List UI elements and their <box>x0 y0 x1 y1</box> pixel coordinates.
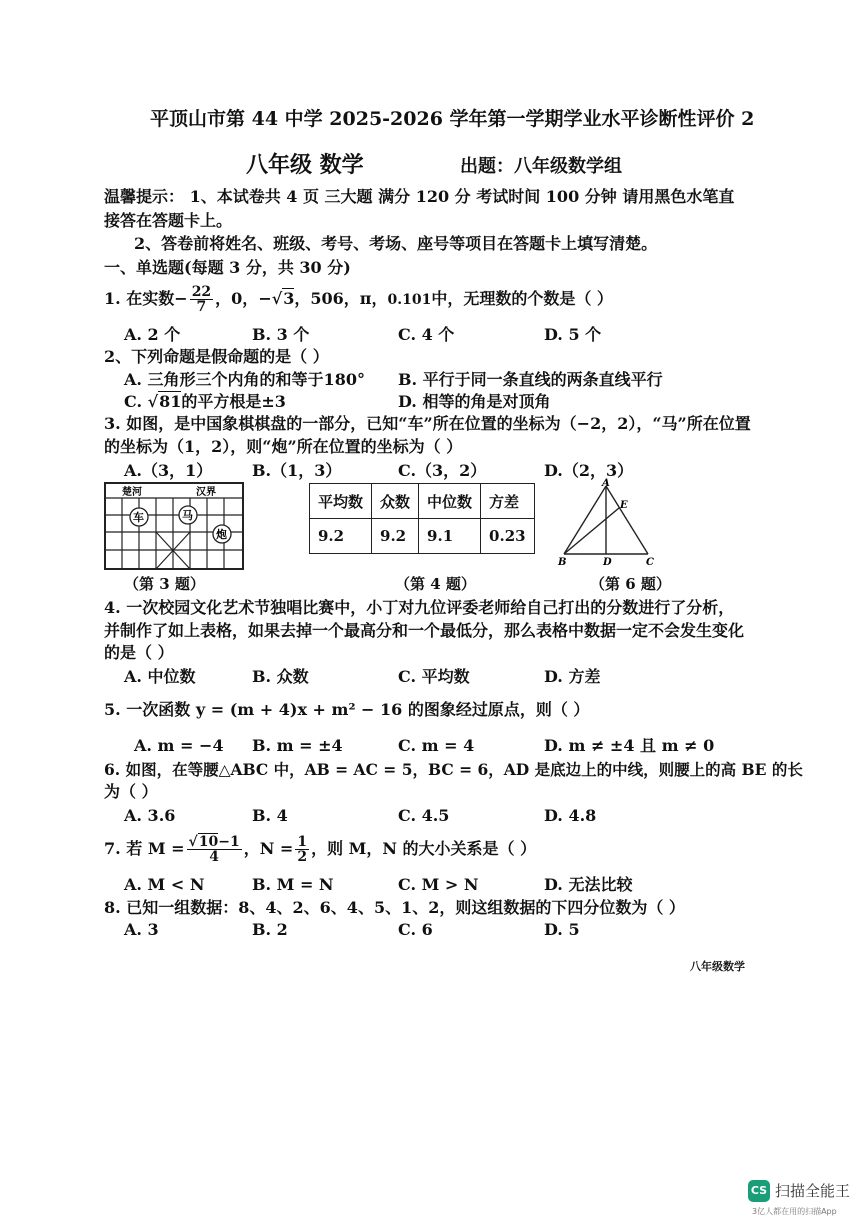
q7-option-b: B. M = N <box>252 875 334 894</box>
q2-option-c: C. √81的平方根是±3 <box>124 392 286 411</box>
q6-option-b: B. 4 <box>252 806 288 825</box>
q7-tail: ，则 M，N 的大小关系是（ ） <box>311 839 537 858</box>
q2-option-d: D. 相等的角是对顶角 <box>398 392 551 411</box>
q1-frac-num: 22 <box>191 284 212 300</box>
triangle-figure <box>556 478 666 570</box>
notice-line-3: 2、答卷前将姓名、班级、考号、考场、座号等项目在答题卡上填写清楚。 <box>134 234 658 253</box>
q8-option-a: A. 3 <box>124 920 159 939</box>
q3-option-c: C.（3，2） <box>398 461 487 480</box>
q7-m-den: 4 <box>209 849 219 865</box>
q1-option-a: A. 2 个 <box>124 325 181 344</box>
question-3-line-2: 的坐标为（1，2），则“炮”所在位置的坐标为（ ） <box>104 437 463 456</box>
q1-lead: 1. 在实数 <box>104 289 175 308</box>
q8-option-b: B. 2 <box>252 920 288 939</box>
q1-decimal: 0.101 <box>387 292 432 308</box>
exam-title: 平顶山市第 44 中学 2025-2026 学年第一学期学业水平诊断性评价 2 <box>150 108 755 130</box>
scanner-slogan: 3亿人都在用的扫描App <box>752 1207 837 1216</box>
q7-lead: 7. 若 M = <box>104 839 185 858</box>
question-6-line-2: 为（ ） <box>104 782 158 801</box>
piece-ma: 马 <box>182 509 193 522</box>
question-1: 1. 在实数− $\frac{22}{7}$ ，0，−√3，506，π，0.101中，无理数的个数是（ ） <box>104 284 613 315</box>
caption-q6: （第 6 题） <box>590 575 671 593</box>
q7-m-num-tail: −1 <box>218 834 240 850</box>
stats-header-median: 中位数 <box>419 484 481 519</box>
stats-value-variance: 0.23 <box>481 519 535 554</box>
caption-q4: （第 4 题） <box>395 575 476 593</box>
label-a: A <box>602 478 610 489</box>
q1-fraction <box>190 285 213 314</box>
q5-option-c: C. m = 4 <box>398 736 475 755</box>
q4-option-b: B. 众数 <box>252 667 309 686</box>
label-b: B <box>558 557 567 568</box>
q7-m-root: 10 <box>198 834 219 850</box>
q4-option-d: D. 方差 <box>544 667 601 686</box>
q5-option-d: D. m ≠ ±4 且 m ≠ 0 <box>544 736 715 755</box>
q7-m-fraction: $\frac{√10-1}{4}$ <box>188 834 240 865</box>
q8-option-c: C. 6 <box>398 920 433 939</box>
stats-value-mode: 9.2 <box>372 519 419 554</box>
q3-option-b: B.（1，3） <box>252 461 342 480</box>
question-2: 2、下列命题是假命题的是（ ） <box>104 347 329 366</box>
q8-option-d: D. 5 <box>544 920 580 939</box>
notice-line-1: 温馨提示： 1、本试卷共 4 页 三大题 满分 120 分 考试时间 100 分钟 请用黑色水笔直 <box>104 187 735 206</box>
q1-mid: ，0， <box>215 289 259 308</box>
board-river-left: 楚河 <box>122 487 142 498</box>
q7-option-c: C. M > N <box>398 875 479 894</box>
stats-value-median: 9.1 <box>419 519 481 554</box>
q5-option-b: B. m = ±4 <box>252 736 343 755</box>
notice-line-2: 接答在答题卡上。 <box>104 211 233 230</box>
q1-tail: 中，无理数的个数是（ ） <box>431 289 613 308</box>
label-c: C <box>646 557 654 568</box>
q2-option-b: B. 平行于同一条直线的两条直线平行 <box>398 370 663 389</box>
chess-board-figure <box>104 482 244 572</box>
question-7 <box>104 833 536 865</box>
question-8: 8. 已知一组数据：8、4、2、6、4、5、1、2，则这组数据的下四分位数为（ ） <box>104 898 685 917</box>
q1-option-c: C. 4 个 <box>398 325 455 344</box>
board-river-right: 汉界 <box>196 487 216 498</box>
caption-q3: （第 3 题） <box>124 575 205 593</box>
q1-rest: ，506，π， <box>294 289 388 308</box>
q1-frac-den: 7 <box>196 299 207 315</box>
q7-mid: ，N = <box>243 839 294 858</box>
stats-table <box>309 483 535 554</box>
piece-pao: 炮 <box>216 528 227 541</box>
stats-header-mode: 众数 <box>372 484 419 519</box>
q2-option-a: A. 三角形三个内角的和等于180° <box>124 370 365 389</box>
scanner-app-name: 扫描全能王 <box>775 1182 851 1200</box>
q3-option-d: D.（2，3） <box>544 461 634 480</box>
q7-n-fraction <box>295 835 309 864</box>
q1-option-b: B. 3 个 <box>252 325 310 344</box>
q6-option-a: A. 3.6 <box>124 806 176 825</box>
piece-che: 车 <box>133 511 144 524</box>
q2-option-c-label: C. <box>124 392 143 411</box>
label-d: D <box>603 557 612 568</box>
stats-value-row <box>310 519 535 554</box>
q6-option-c: C. 4.5 <box>398 806 450 825</box>
stats-header-row <box>310 484 535 519</box>
q7-option-d: D. 无法比较 <box>544 875 633 894</box>
q5-option-a: A. m = −4 <box>134 736 224 755</box>
q3-option-a: A.（3，1） <box>124 461 213 480</box>
q2-option-c-text: 的平方根是±3 <box>181 392 286 411</box>
q4-option-a: A. 中位数 <box>124 667 196 686</box>
section-heading: 一、单选题(每题 3 分，共 30 分) <box>104 258 351 277</box>
question-4-line-1: 4. 一次校园文化艺术节独唱比赛中，小丁对九位评委老师给自己打出的分数进行了分析， <box>104 598 735 617</box>
stats-header-variance: 方差 <box>481 484 535 519</box>
q7-n-num: 1 <box>297 834 308 850</box>
q7-option-a: A. M < N <box>124 875 205 894</box>
question-3-line-1: 3. 如图，是中国象棋棋盘的一部分，已知“车”所在位置的坐标为（−2，2），“马”所在位置 <box>104 414 751 433</box>
q4-option-c: C. 平均数 <box>398 667 470 686</box>
q1-sqrt: 3 <box>283 289 295 308</box>
q2-option-c-root: 81 <box>159 392 182 411</box>
q1-option-d: D. 5 个 <box>544 325 602 344</box>
q7-n-den: 2 <box>297 849 308 865</box>
question-4-line-3: 的是（ ） <box>104 643 174 662</box>
stats-header-mean: 平均数 <box>310 484 372 519</box>
scanner-logo-icon: CS <box>748 1180 770 1202</box>
grade-subject: 八年级 数学 <box>246 152 364 178</box>
question-6-line-1: 6. 如图，在等腰△ABC 中，AB = AC = 5，BC = 6，AD 是底边上的中线，则腰上的高 BE 的长 <box>104 760 803 779</box>
question-setter: 出题：八年级数学组 <box>460 156 622 177</box>
page-footer-label: 八年级数学 <box>690 960 745 973</box>
stats-value-mean: 9.2 <box>310 519 372 554</box>
label-e: E <box>620 500 628 511</box>
q6-option-d: D. 4.8 <box>544 806 597 825</box>
question-5: 5. 一次函数 y = (m + 4)x + m² − 16 的图象经过原点，则（ ） <box>104 700 590 719</box>
question-4-line-2: 并制作了如上表格，如果去掉一个最高分和一个最低分，那么表格中数据一定不会发生变化 <box>104 621 745 640</box>
